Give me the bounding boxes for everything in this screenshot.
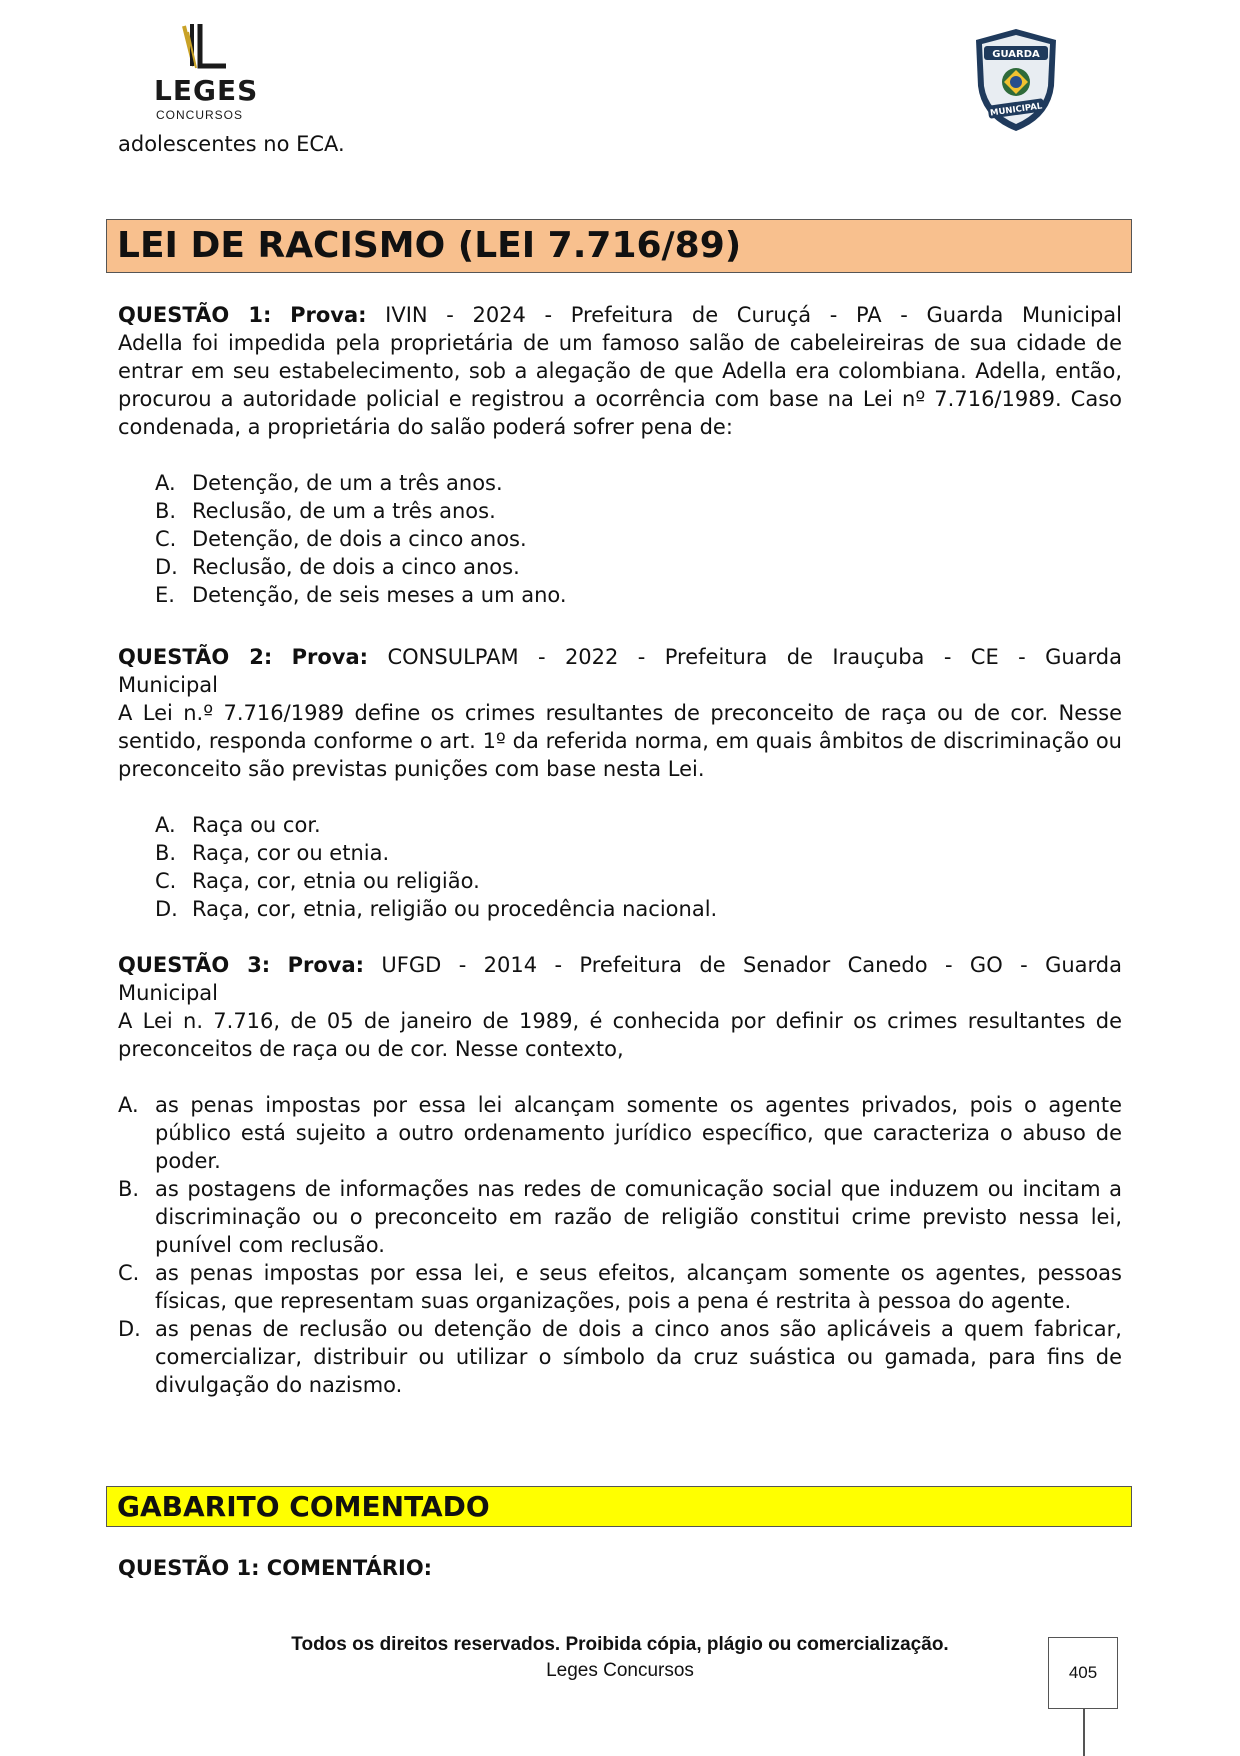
footer-rights: Todos os direitos reservados. Proibida cópia, plágio ou comercialização.: [291, 1634, 949, 1655]
option-text: Detenção, de dois a cinco anos.: [192, 527, 527, 551]
guarda-municipal-badge-icon: [970, 26, 1062, 134]
option-letter: A.: [155, 813, 176, 837]
option-letter: D.: [155, 897, 178, 921]
page-number-line: [1083, 1709, 1085, 1756]
option-text: as penas de reclusão ou detenção de dois a cinco anos são aplicáveis a quem fabricar, comercializar, distribuir ou utilizar o símbolo da cruz suástica ou gamada, para fins de divulgação do nazismo.: [155, 1317, 1122, 1397]
option: [118, 553, 1122, 581]
option-text: as penas impostas por essa lei, e seus efeitos, alcançam somente os agentes, pessoas físicas, que representam suas organizações, pois a pena é restrita à pessoa do agente.: [155, 1261, 1122, 1313]
option: [118, 839, 1122, 867]
option-letter: D.: [118, 1317, 141, 1341]
question-2-source: CONSULPAM - 2022 - Prefeitura de Irauçuba - CE - Guarda: [387, 645, 1122, 669]
option: [118, 1259, 1122, 1315]
option-letter: B.: [155, 499, 177, 523]
option-letter: C.: [155, 527, 177, 551]
option-letter: D.: [155, 555, 178, 579]
leges-logo: [148, 22, 268, 122]
option-letter: E.: [155, 583, 175, 607]
question-2-label: QUESTÃO 2:: [118, 645, 273, 669]
question-3-source: UFGD - 2014 - Prefeitura de Senador Canedo - GO - Guarda: [381, 953, 1122, 977]
option: [118, 811, 1122, 839]
question-3-label: QUESTÃO 3:: [118, 953, 271, 977]
logo-word: LEGES: [154, 74, 259, 107]
question-2-options: [118, 811, 1122, 923]
option-letter: B.: [155, 841, 177, 865]
option-letter: B.: [118, 1177, 140, 1201]
question-2-source-cont: Municipal: [118, 673, 218, 697]
option-letter: C.: [155, 869, 177, 893]
footer-brand: Leges Concursos: [546, 1660, 694, 1681]
option: [118, 525, 1122, 553]
gabarito-title: GABARITO COMENTADO: [117, 1490, 490, 1523]
book-icon: [178, 22, 234, 74]
option-letter: C.: [118, 1261, 140, 1285]
question-1: [118, 301, 1122, 609]
question-3-text: A Lei n. 7.716, de 05 de janeiro de 1989, é conhecida por definir os crimes resultantes de preconceitos de raça ou de cor. Nesse contexto,: [118, 1009, 1122, 1061]
option: [118, 1315, 1122, 1399]
question-1-prova-label: Prova:: [290, 303, 367, 327]
option-text: Raça, cor, etnia, religião ou procedência nacional.: [192, 897, 718, 921]
option: [118, 867, 1122, 895]
badge-top-text: GUARDA: [992, 49, 1040, 60]
question-1-header: [118, 301, 1122, 329]
badge-bottom-text: MUNICIPAL: [989, 101, 1043, 119]
logo-subtitle: CONCURSOS: [156, 108, 244, 122]
question-1-text: Adella foi impedida pela proprietária de um famoso salão de cabeleireiras de sua cidade de entrar em seu estabelecimento, sob a alegação de que Adella era colombiana. Adella, então, procurou a autoridade policial e registrou a ocorrência com base na Lei nº 7.716/1989. Caso condenada, a proprietária do salão poderá sofrer pena de:: [118, 331, 1122, 439]
option-text: as postagens de informações nas redes de comunicação social que induzem ou incitam a discriminação ou o preconceito em razão de religião constitui crime previsto nessa lei, punível com reclusão.: [155, 1177, 1122, 1257]
option-text: Detenção, de seis meses a um ano.: [192, 583, 567, 607]
continuation-text: adolescentes no ECA.: [118, 132, 345, 156]
option: [118, 1175, 1122, 1259]
question-2: [118, 643, 1122, 923]
option: [118, 581, 1122, 609]
option-text: as penas impostas por essa lei alcançam somente os agentes privados, pois o agente público está sujeito a outro ordenamento jurídico específico, que caracteriza o abuso de poder.: [155, 1093, 1122, 1173]
question-2-prova-label: Prova:: [291, 645, 369, 669]
question-3-source-cont: Municipal: [118, 981, 218, 1005]
option-text: Reclusão, de um a três anos.: [192, 499, 496, 523]
section-title-box: [106, 219, 1132, 273]
question-3-prova-label: Prova:: [287, 953, 365, 977]
question-3-options: [118, 1091, 1122, 1399]
question-2-text: A Lei n.º 7.716/1989 define os crimes resultantes de preconceito de raça ou de cor. Nesse sentido, responda conforme o art. 1º da referida norma, em quais âmbitos de discriminação ou preconceito são previstas punições com base nesta Lei.: [118, 701, 1122, 781]
question-3: [118, 951, 1122, 1399]
option-text: Reclusão, de dois a cinco anos.: [192, 555, 520, 579]
option: [118, 1091, 1122, 1175]
question-3-header: [118, 951, 1122, 979]
gabarito-title-box: [106, 1486, 1132, 1527]
option-text: Detenção, de um a três anos.: [192, 471, 503, 495]
option-letter: A.: [155, 471, 176, 495]
page-number: 405: [1048, 1637, 1118, 1709]
question-1-label: QUESTÃO 1:: [118, 303, 272, 327]
question-1-source: IVIN - 2024 - Prefeitura de Curuçá - PA - Guarda Municipal: [385, 303, 1123, 327]
option-text: Raça, cor ou etnia.: [192, 841, 390, 865]
option: [118, 895, 1122, 923]
option-text: Raça, cor, etnia ou religião.: [192, 869, 480, 893]
option-text: Raça ou cor.: [192, 813, 321, 837]
question-1-options: [118, 469, 1122, 609]
section-title: LEI DE RACISMO (LEI 7.716/89): [117, 225, 742, 266]
comment-heading: QUESTÃO 1: COMENTÁRIO:: [118, 1556, 433, 1580]
option: [118, 469, 1122, 497]
option-letter: A.: [118, 1093, 139, 1117]
question-2-header: [118, 643, 1122, 671]
option: [118, 497, 1122, 525]
